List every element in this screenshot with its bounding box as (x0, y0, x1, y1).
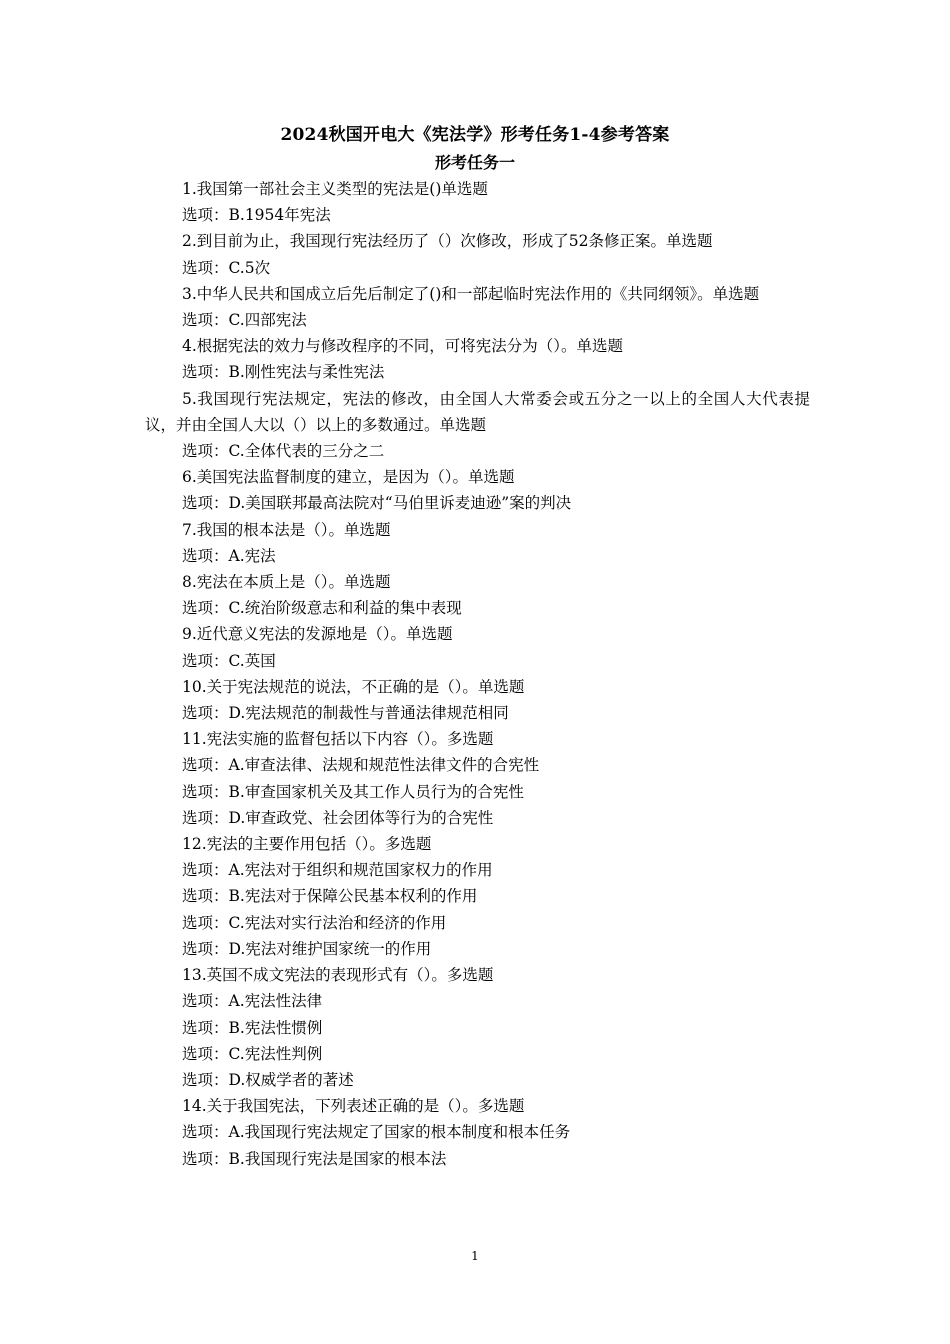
question-list (145, 176, 810, 1172)
document-title: 2024秋国开电大《宪法学》形考任务1-4参考答案 (280, 125, 670, 145)
answer-option: 选项：A.宪法对于组织和规范国家权力的作用 (182, 861, 493, 880)
answer-option: 选项：C.5次 (182, 258, 271, 277)
answer-option: 选项：C.英国 (182, 651, 276, 670)
answer-option: 选项：D.宪法对维护国家统一的作用 (182, 939, 432, 958)
answer-option: 选项：A.宪法性法律 (182, 992, 323, 1011)
question-text: 7.我国的根本法是（）。单选题 (182, 520, 391, 539)
answer-option: 选项：B.宪法性惯例 (182, 1018, 323, 1037)
question-text: 5.我国现行宪法规定，宪法的修改，由全国人大常委会或五分之一以上的全国人大代表提议，并由全国人大以（）以上的多数通过。单选题 (145, 389, 810, 434)
answer-option: 选项：D.宪法规范的制裁性与普通法律规范相同 (182, 704, 509, 723)
answer-option: 选项：C.全体代表的三分之二 (182, 442, 385, 461)
answer-option: 选项：D.权威学者的著述 (182, 1070, 354, 1089)
question-text: 9.近代意义宪法的发源地是（）。单选题 (182, 625, 453, 644)
answer-option: 选项：C.四部宪法 (182, 311, 307, 330)
question-text: 2.到目前为止，我国现行宪法经历了（）次修改，形成了52条修正案。单选题 (182, 232, 713, 251)
page-number: 1 (471, 1249, 479, 1263)
question-text: 14.关于我国宪法，下列表述正确的是（）。多选题 (182, 1097, 525, 1116)
question-text: 4.根据宪法的效力与修改程序的不同，可将宪法分为（）。单选题 (182, 337, 624, 356)
answer-option: 选项：B.我国现行宪法是国家的根本法 (182, 1149, 447, 1168)
question-text: 13.英国不成文宪法的表现形式有（）。多选题 (182, 966, 494, 985)
answer-option: 选项：A.我国现行宪法规定了国家的根本制度和根本任务 (182, 1123, 571, 1142)
answer-option: 选项：B.刚性宪法与柔性宪法 (182, 363, 385, 382)
question-text: 11.宪法实施的监督包括以下内容（）。多选题 (182, 730, 494, 749)
question-text: 12.宪法的主要作用包括（）。多选题 (182, 835, 432, 854)
answer-option: 选项：D.审查政党、社会团体等行为的合宪性 (182, 808, 494, 827)
question-text: 3.中华人民共和国成立后先后制定了()和一部起临时宪法作用的《共同纲领》。单选题 (182, 284, 760, 303)
answer-option: 选项：B.审查国家机关及其工作人员行为的合宪性 (182, 782, 524, 801)
answer-option: 选项：C.宪法性判例 (182, 1044, 323, 1063)
answer-option: 选项：B.宪法对于保障公民基本权利的作用 (182, 887, 478, 906)
answer-option: 选项：A.宪法 (182, 546, 276, 565)
question-text: 10.关于宪法规范的说法，不正确的是（）。单选题 (182, 677, 525, 696)
question-text: 8.宪法在本质上是（）。单选题 (182, 573, 391, 592)
answer-option: 选项：A.审查法律、法规和规范性法律文件的合宪性 (182, 756, 540, 775)
answer-option: 选项：C.统治阶级意志和利益的集中表现 (182, 599, 462, 618)
question-text: 6.美国宪法监督制度的建立，是因为（）。单选题 (182, 468, 515, 487)
answer-option: 选项：B.1954年宪法 (182, 206, 331, 225)
answer-option: 选项：C.宪法对实行法治和经济的作用 (182, 913, 447, 932)
section-heading: 形考任务一 (434, 153, 515, 172)
answer-option: 选项：D.美国联邦最高法院对“马伯里诉麦迪逊”案的判决 (182, 494, 572, 513)
question-text: 1.我国第一部社会主义类型的宪法是()单选题 (182, 180, 488, 198)
